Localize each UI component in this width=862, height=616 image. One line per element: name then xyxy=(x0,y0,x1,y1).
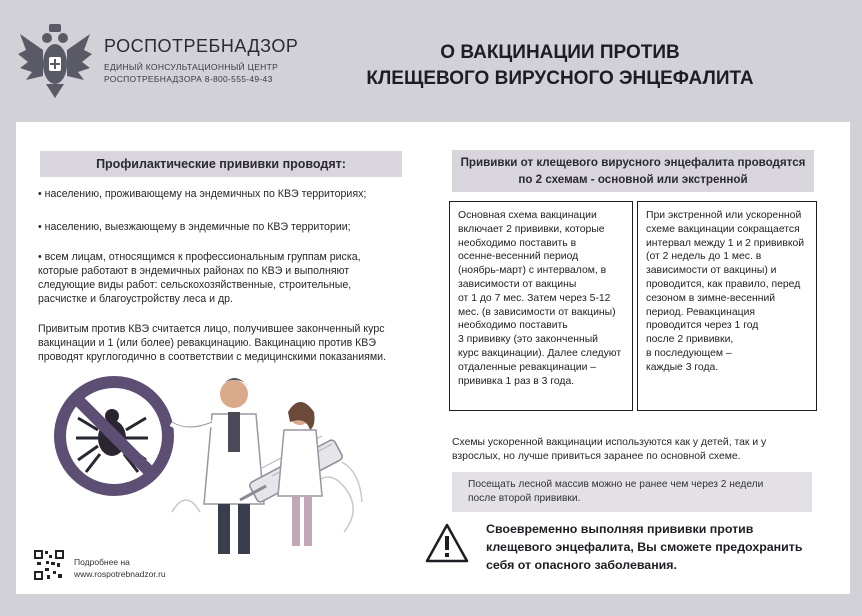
bullet-travellers: • населению, выезжающему в эндемичные по КВЭ территории; xyxy=(38,221,351,233)
forest-line1: Посещать лесной массив можно не ранее чем через 2 недели xyxy=(468,479,764,490)
note-line2: взрослых, но лучше привиться заранее по основной схеме. xyxy=(452,451,741,462)
schemes-heading-line2: по 2 схемам - основной или экстренной xyxy=(518,173,748,186)
more-info-link[interactable]: www.rospotrebnadzor.ru xyxy=(74,569,166,579)
para-line3: проводят круглогодично в соответствии с медицинскими показаниями. xyxy=(38,351,387,363)
bullet-endemic-residents: • населению, проживающему на эндемичных по КВЭ территориях; xyxy=(38,188,367,200)
para-line1: Привитым против КВЭ считается лицо, получившее законченный курс xyxy=(38,323,385,335)
org-subtitle-line2: РОСПОТРЕБНАДЗОРА 8-800-555-49-43 xyxy=(104,74,273,84)
title-line1: О ВАКЦИНАЦИИ ПРОТИВ xyxy=(440,42,680,63)
forest-line2: после второй прививки. xyxy=(468,493,581,504)
para-line2: вакцинации и 1 (или более) ревакцинацию. Вакцинацию против КВЭ xyxy=(38,337,376,349)
warning-triangle-icon xyxy=(424,522,470,564)
vaccinated-definition xyxy=(38,322,406,364)
warning-message xyxy=(486,520,816,574)
warning-line3: себя от опасного заболевания. xyxy=(486,558,677,572)
note-line1: Схемы ускоренной вакцинации используются как у детей, так и у xyxy=(452,437,767,448)
more-info-label: Подробнее на xyxy=(74,557,130,567)
org-subtitle-line1: ЕДИНЫЙ КОНСУЛЬТАЦИОННЫЙ ЦЕНТР xyxy=(104,62,279,72)
bullet3-line2: которые работают в эндемичных районах по КВЭ и выполняют xyxy=(38,265,350,277)
schemes-heading xyxy=(452,150,814,192)
emergency-scheme-box: При экстренной или ускоренной схеме вакцинации сокращается интервал между 1 и 2 прививкой (от 2 недель до 1 мес. в зависимости от вакцины) и проводится, как правило, перед сезоном в зимне-весенний период. Ревакцинация проводится через 1 год после 2 прививки, в последующем – каждые 3 года. xyxy=(637,201,817,411)
title-line2: КЛЕЩЕВОГО ВИРУСНОГО ЭНЦЕФАЛИТА xyxy=(366,68,754,89)
warning-line2: клещевого энцефалита, Вы сможете предохранить xyxy=(486,540,803,554)
basic-scheme-box: Основная схема вакцинации включает 2 прививки, которые необходимо поставить в осенне-весенний период (ноябрь-март) с интервалом, в зависимости от вакцины от 1 до 7 мес. Затем через 5-12 мес. (в зависимости от вакцины) необходимо поставить 3 прививку (это законченный курс вакцинации). Далее следуют отдаленные ревакцинации – прививка 1 раз в 3 года. xyxy=(449,201,633,411)
header xyxy=(0,0,862,118)
bullet3-line1: • всем лицам, относящимся к профессиональным группам риска, xyxy=(38,251,361,263)
bullet3-line4: расчистке и благоустройству леса и др. xyxy=(38,293,233,305)
warning-line1: Своевременно выполняя прививки против xyxy=(486,522,754,536)
org-name: РОСПОТРЕБНАДЗОР xyxy=(104,36,299,56)
doctor-illustration xyxy=(52,372,378,558)
doctor-figure xyxy=(172,378,264,554)
left-heading: Профилактические прививки проводят: xyxy=(40,151,402,177)
accelerated-note xyxy=(452,436,822,464)
forest-visit-note xyxy=(452,472,812,512)
no-tick-icon xyxy=(60,382,168,490)
bullet-risk-groups xyxy=(38,250,406,306)
nurse-figure xyxy=(278,402,322,546)
bullet3-line3: следующие виды работ: сельскохозяйственные, строительные, xyxy=(38,279,352,291)
page-title xyxy=(300,40,820,92)
double-headed-eagle-icon xyxy=(16,20,94,100)
schemes-heading-line1: Прививки от клещевого вирусного энцефалита проводятся xyxy=(460,156,806,169)
qr-code-icon[interactable] xyxy=(33,549,65,581)
